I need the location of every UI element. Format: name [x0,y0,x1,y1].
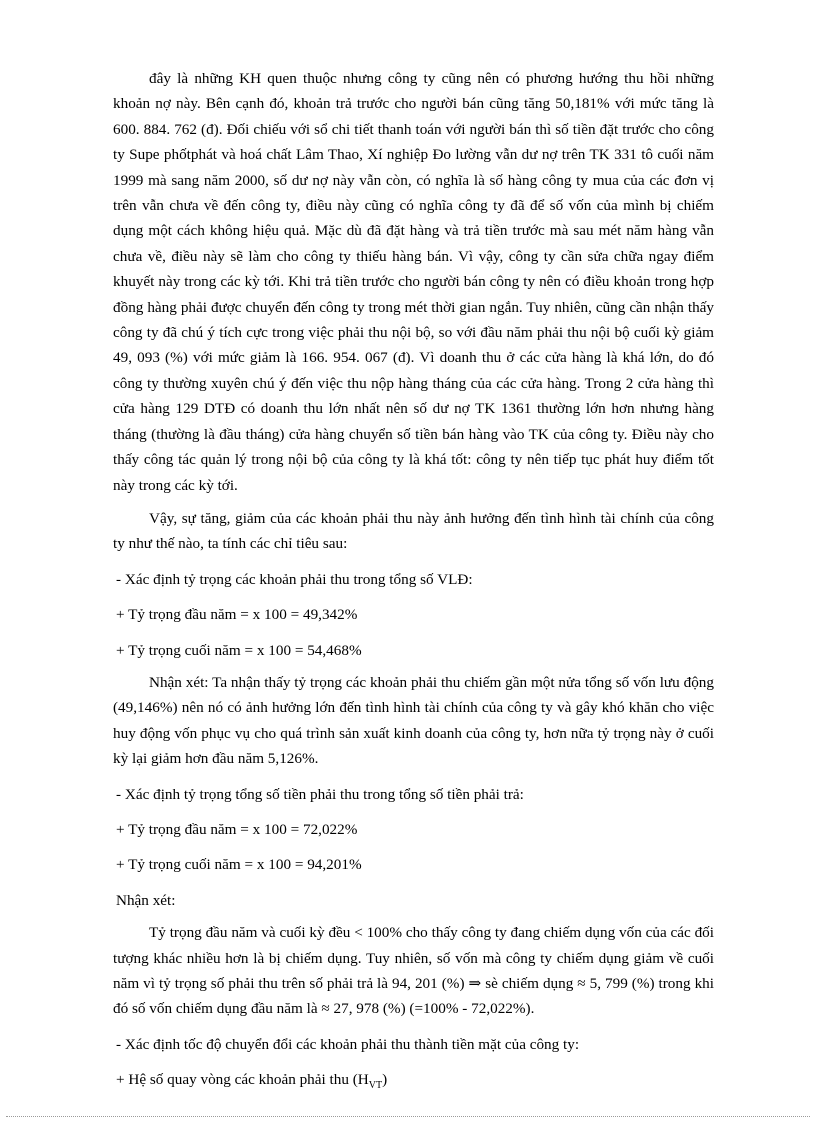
paragraph-comment-1: Nhận xét: Ta nhận thấy tỷ trọng các khoản phải thu chiếm gần một nửa tổng số vốn lưu động (49,146%) nên nó có ảnh hưởng lớn đến tình hình tài chính của công ty và gây khó khăn cho việc huy động vốn phục vụ cho quá trình sản xuất kinh doanh của công ty, hơn nữa tỷ trọng này ở cuối kỳ lại giảm hơn đầu năm 5,126%. [113,673,714,768]
line-receivable-payable-heading: - Xác định tỷ trọng tổng số tiền phải thu trong tổng số tiền phải trả: [116,785,524,803]
line-share-end-year: + Tỷ trọng cuối năm = x 100 = 54,468% [116,641,362,659]
paragraph-receivables-analysis: đây là những KH quen thuộc nhưng công ty cũng nên có phương hướng thu hồi những khoản nợ này. Bên cạnh đó, khoản trả trước cho người bán cũng tăng 50,181% với mức tăng là 600. 884. 762 (đ). Đối chiếu với sổ chi tiết thanh toán với người bán thì số tiền đặt trước cho công ty Supe phốtphát và hoá chất Lâm Thao, Xí nghiệp Đo lường vẫn dư nợ trên TK 331 tô cuối năm 1999 mà sang năm 2000, số dư nợ này vẫn còn, có nghĩa là số hàng công ty mua của các đơn vị trên vẫn chưa về đến công ty, điều này cũng có nghĩa công ty đã để số vốn của mình bị chiếm dụng một cách không hiệu quả. Mặc dù đã đặt hàng và trả tiền trước mà sau mét năm hàng vẫn chưa về, điều này sẽ làm cho công ty thiếu hàng bán. Vì vậy, công ty cần sửa chữa ngay điểm khuyết này trong các kỳ tới. Khi trả tiền trước cho người bán công ty nên có điều khoản trong hợp đồng hàng phải được chuyển đến công ty trong mét thời gian ngắn. Tuy nhiên, cũng cần nhận thấy công ty đã chú ý tích cực trong việc phải thu nội bộ, so với đầu năm phải thu nội bộ cuối kỳ giảm 49, 093 (%) với mức giảm là 166. 954. 067 (đ). Vì doanh thu ở các cửa hàng là khá lớn, do đó công ty thường xuyên chú ý đến việc thu nộp hàng tháng của các cửa hàng. Trong 2 cửa hàng thì cửa hàng 129 DTĐ có doanh thu lớn nhất nên số dư nợ TK 1361 thường lớn hơn nhưng hàng tháng (thường là đầu tháng) cửa hàng chuyển số tiền bán hàng vào TK của công ty. Điều này cho thấy công tác quản lý trong nội bộ của công ty là khá tốt: công ty nên tiếp tục phát huy điểm tốt này trong các kỳ tới. [113,70,714,494]
line-turnover-ratio [113,1067,714,1098]
line-comment-label: Nhận xét: [116,891,176,909]
paragraph-indicators-intro: Vậy, sự tăng, giảm của các khoản phải thu này ảnh hưởng đến tình hình tài chính của công ty như thế nào, ta tính các chỉ tiêu sau: [113,509,714,553]
line-receivables-share-heading: - Xác định tỷ trọng các khoản phải thu trong tổng số VLĐ: [116,570,473,588]
line-ratio-end-year: + Tỷ trọng cuối năm = x 100 = 94,201% [116,856,362,874]
turnover-ratio-subscript: VT [368,1080,383,1092]
line-conversion-speed-heading: - Xác định tốc độ chuyển đổi các khoản phải thu thành tiền mặt của công ty: [116,1035,580,1053]
turnover-ratio-close: ) [382,1071,388,1089]
paragraph-comment-2: Tỷ trọng đầu năm và cuối kỳ đều < 100% cho thấy công ty đang chiếm dụng vốn của các đối tượng khác nhiều hơn là bị chiếm dụng. Tuy nhiên, số vốn mà công ty chiếm dụng giảm về cuối năm vì tỷ trọng số phải thu trên số phải trả là 94, 201 (%) ⇒ sè chiếm dụng ≈ 5, 799 (%) trong khi đó số vốn chiếm dụng đầu năm là ≈ 27, 978 (%) (=100% - 72,022%). [113,924,714,1018]
line-share-start-year: + Tỷ trọng đầu năm = x 100 = 49,342% [116,606,358,624]
line-ratio-start-year: + Tỷ trọng đầu năm = x 100 = 72,022% [116,820,358,838]
turnover-ratio-text: + Hệ số quay vòng các khoản phải thu (H [116,1071,369,1089]
page-bottom-dotted-rule [6,1116,810,1117]
